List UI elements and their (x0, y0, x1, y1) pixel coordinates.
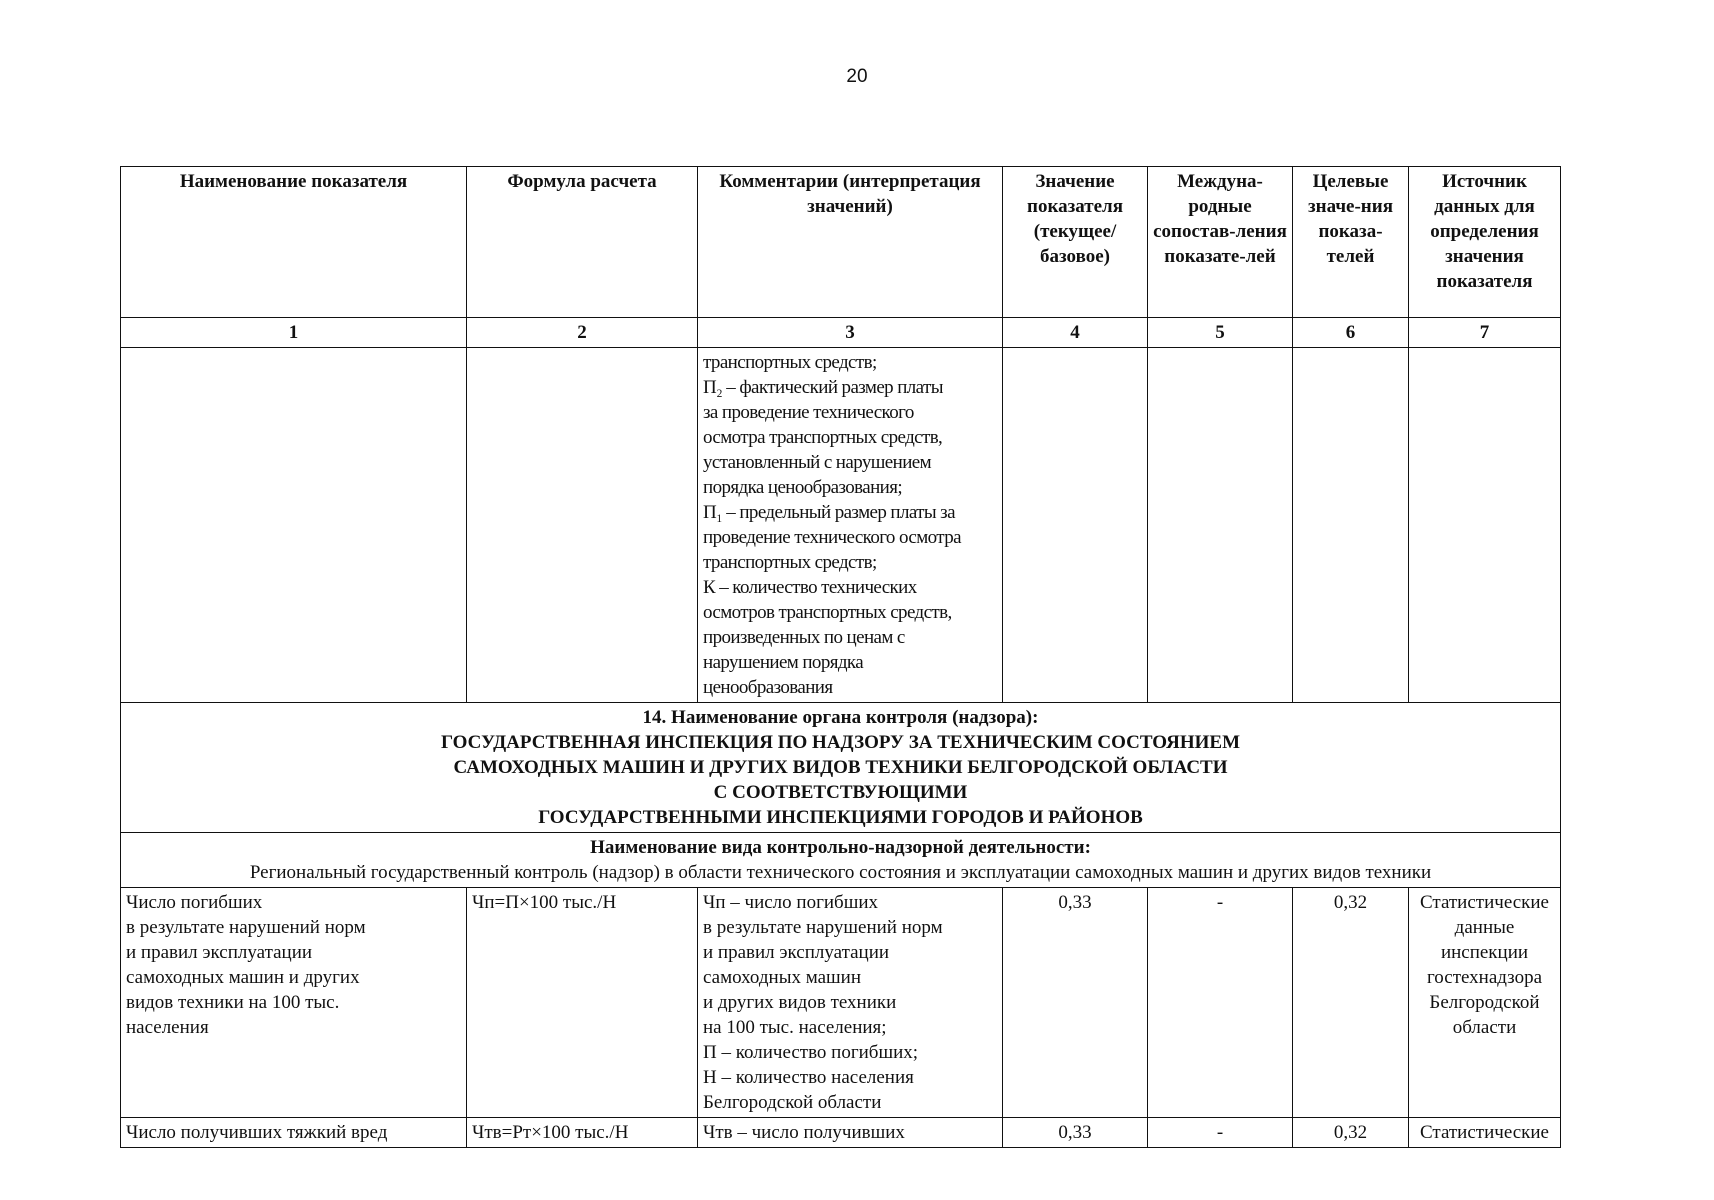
indicator-name-line: населения (126, 1017, 209, 1038)
table-row (121, 888, 1561, 1118)
comment-line: проведение технического осмотра (703, 527, 961, 548)
comment-line: транспортных средств; (703, 352, 877, 373)
section-name-line: ГОСУДАРСТВЕННЫМИ ИНСПЕКЦИЯМИ ГОРОДОВ И РАЙОНОВ (538, 807, 1143, 828)
empty-cell (1003, 348, 1148, 703)
comment-line: произведенных по ценам с (703, 627, 905, 648)
indicator-value: 0,33 (1003, 888, 1148, 1118)
comment-line: К – количество технических (703, 577, 917, 598)
activity-title: Наименование вида контрольно-надзорной деятельности: (590, 837, 1091, 858)
empty-cell (467, 348, 698, 703)
comment-line: Белгородской области (703, 1092, 882, 1113)
formula: Чп=П×100 тыс./Н (467, 888, 698, 1118)
column-number: 2 (467, 318, 698, 348)
section-name-line: ГОСУДАРСТВЕННАЯ ИНСПЕКЦИЯ ПО НАДЗОРУ ЗА ТЕХНИЧЕСКИМ СОСТОЯНИЕМ (440, 732, 1241, 753)
header-formula: Формула расчета (467, 167, 698, 318)
activity-cell (121, 833, 1561, 888)
column-number: 6 (1293, 318, 1409, 348)
table-row (121, 1118, 1561, 1148)
international-comparison: - (1148, 888, 1293, 1118)
formula: Чтв=Рт×100 тыс./Н (467, 1118, 698, 1148)
comment-line: в результате нарушений норм (703, 917, 943, 938)
source-line: Белгородской области (1429, 992, 1540, 1038)
column-number-row (121, 318, 1561, 348)
header-comments: Комментарии (интерпретация значений) (698, 167, 1003, 318)
empty-cell (1293, 348, 1409, 703)
comment-line: за проведение технического (703, 402, 914, 423)
comment-line: транспортных средств; (703, 552, 877, 573)
source-line: данные инспекции (1440, 917, 1529, 963)
data-source (1409, 888, 1561, 1118)
comment: Чтв – число получивших (698, 1118, 1003, 1148)
header-target: Целевые значе-ния показа-телей (1293, 167, 1409, 318)
empty-cell (1148, 348, 1293, 703)
comment-line: Н – количество населения (703, 1067, 914, 1088)
header-value: Значение показателя (текущее/ базовое) (1003, 167, 1148, 318)
indicator-name-line: Число погибших (126, 892, 263, 913)
comment-line: Чп – число погибших (703, 892, 878, 913)
column-number: 3 (698, 318, 1003, 348)
indicator-name-line: и правил эксплуатации (126, 942, 313, 963)
comment-line: установленный с нарушением (703, 452, 932, 473)
section-name-line: С СООТВЕТСТВУЮЩИМИ (713, 782, 968, 803)
indicator-name-line: видов техники на 100 тыс. (126, 992, 340, 1013)
indicator-name-line: самоходных машин и других (126, 967, 360, 988)
indicator-name (121, 888, 467, 1118)
header-indicator-name: Наименование показателя (121, 167, 467, 318)
section-heading (121, 703, 1561, 833)
header-source: Источник данных для определения значения показателя (1409, 167, 1561, 318)
comment-line: самоходных машин (703, 967, 862, 988)
indicator-name: Число получивших тяжкий вред (121, 1118, 467, 1148)
comment-line: П₂ – фактический размер платы (703, 377, 943, 398)
column-number: 7 (1409, 318, 1561, 348)
header-international: Междуна-родные сопостав-ления показате-лей (1148, 167, 1293, 318)
page-number: 20 (846, 66, 868, 87)
comment-line: порядка ценообразования; (703, 477, 903, 498)
comment-line: на 100 тыс. населения; (703, 1017, 887, 1038)
indicator-value: 0,33 (1003, 1118, 1148, 1148)
comment (698, 888, 1003, 1118)
activity-row (121, 833, 1561, 888)
continuation-row (121, 348, 1561, 703)
section-title: 14. Наименование органа контроля (надзора): (642, 707, 1039, 728)
indicator-name-line: в результате нарушений норм (126, 917, 366, 938)
continuation-comment (698, 348, 1003, 703)
target-value: 0,32 (1293, 1118, 1409, 1148)
empty-cell (1409, 348, 1561, 703)
comment-line: и правил эксплуатации (703, 942, 890, 963)
comment-line: и других видов техники (703, 992, 897, 1013)
column-number: 1 (121, 318, 467, 348)
activity-text: Региональный государственный контроль (надзор) в области технического состояния и эксплуатации самоходных машин и других видов техники (249, 862, 1432, 883)
international-comparison: - (1148, 1118, 1293, 1148)
comment-line: осмотра транспортных средств, (703, 427, 943, 448)
column-number: 4 (1003, 318, 1148, 348)
comment-line: ценообразования (703, 677, 833, 698)
header-row (121, 167, 1561, 318)
source-line: Статистические (1419, 892, 1549, 913)
data-source: Статистические (1409, 1118, 1561, 1148)
empty-cell (121, 348, 467, 703)
section-name-line: САМОХОДНЫХ МАШИН И ДРУГИХ ВИДОВ ТЕХНИКИ БЕЛГОРОДСКОЙ ОБЛАСТИ (453, 757, 1228, 778)
indicators-table (120, 166, 1561, 1148)
comment-line: П – количество погибших; (703, 1042, 919, 1063)
comment-line: осмотров транспортных средств, (703, 602, 952, 623)
target-value: 0,32 (1293, 888, 1409, 1118)
comment-line: нарушением порядка (703, 652, 864, 673)
section-heading-row (121, 703, 1561, 833)
source-line: гостехнадзора (1426, 967, 1543, 988)
column-number: 5 (1148, 318, 1293, 348)
comment-line: П₁ – предельный размер платы за (703, 502, 955, 523)
